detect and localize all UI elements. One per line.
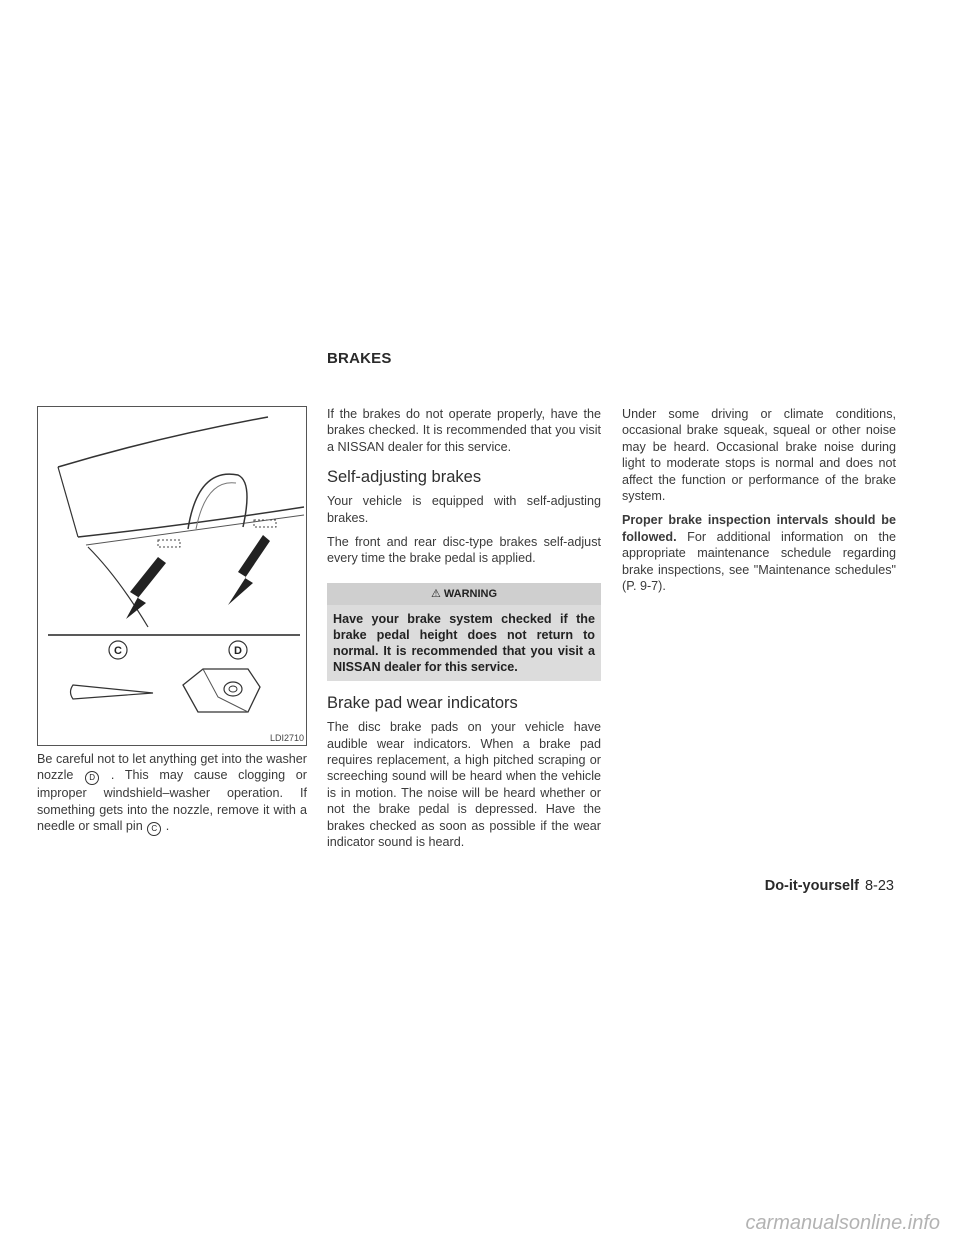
nozzle-text-b: . This may cause clogging or improper windshield–washer operation. If something gets into the nozzle, remove it with a needle or small pin <box>37 768 307 834</box>
subheading-wear-indicators: Brake pad wear indicators <box>327 694 518 713</box>
inspection-rest: For additional information on the appropriate maintenance schedule regarding brake inspections, see "Maintenance schedules" (P. 9-7). <box>622 529 896 594</box>
brakes-intro: If the brakes do not operate properly, have the brakes checked. It is recommended that you visit a NISSAN dealer for this service. <box>327 407 601 454</box>
footer-section: Do-it-yourself <box>764 878 859 894</box>
self-adjust-p2: The front and rear disc-type brakes self-adjust every time the brake pedal is applied. <box>327 535 601 566</box>
figure-label-d: D <box>234 645 242 657</box>
page-number: 8-23 <box>864 878 894 894</box>
section-heading: BRAKES <box>327 350 392 367</box>
nozzle-text-c: . <box>165 819 170 834</box>
nozzle-text-a: Be careful not to let anything get into the washer nozzle <box>37 752 307 783</box>
nozzle-paragraph <box>37 751 307 836</box>
washer-nozzle-figure <box>37 406 307 746</box>
nozzle-illustration <box>38 407 308 747</box>
column-right <box>622 406 896 602</box>
self-adjust-p1: Your vehicle is equipped with self-adjusting brakes. <box>327 494 601 525</box>
column-middle <box>327 406 601 859</box>
column-left <box>37 751 307 844</box>
wear-indicator-paragraph: The disc brake pads on your vehicle have audible wear indicators. When a brake pad requires replacement, a high pitched scraping or screeching sound will be heard when the vehicle is in motion. The noise will be heard whether or not the brake pedal is depressed. Have the brakes checked as soon as possible if the wear indicator sound is heard. <box>327 720 601 850</box>
page-footer <box>765 878 894 894</box>
warning-text: Have your brake system checked if the brake pedal height does not return to normal. It is recommended that you visit a NISSAN dealer for this service. <box>333 612 595 675</box>
ref-c-icon: C <box>147 822 161 836</box>
watermark: carmanualsonline.info <box>745 1212 940 1234</box>
warning-icon: ⚠ <box>430 587 441 600</box>
warning-header <box>327 583 601 605</box>
subheading-self-adjusting: Self-adjusting brakes <box>327 468 482 487</box>
warning-box <box>327 583 601 681</box>
warning-title: WARNING <box>443 587 498 600</box>
inspection-paragraph <box>622 512 896 594</box>
figure-label-c: C <box>114 645 122 657</box>
figure-code: LDI2710 <box>269 733 304 743</box>
inspection-bold: Proper brake inspection intervals should be followed. <box>622 513 896 544</box>
ref-d-icon: D <box>85 771 99 785</box>
brake-noise-paragraph: Under some driving or climate conditions, occasional brake squeak, squeal or other noise may be heard. Occasional brake noise during light to moderate stops is normal and does not affect the function or performance of the brake system. <box>622 407 896 504</box>
